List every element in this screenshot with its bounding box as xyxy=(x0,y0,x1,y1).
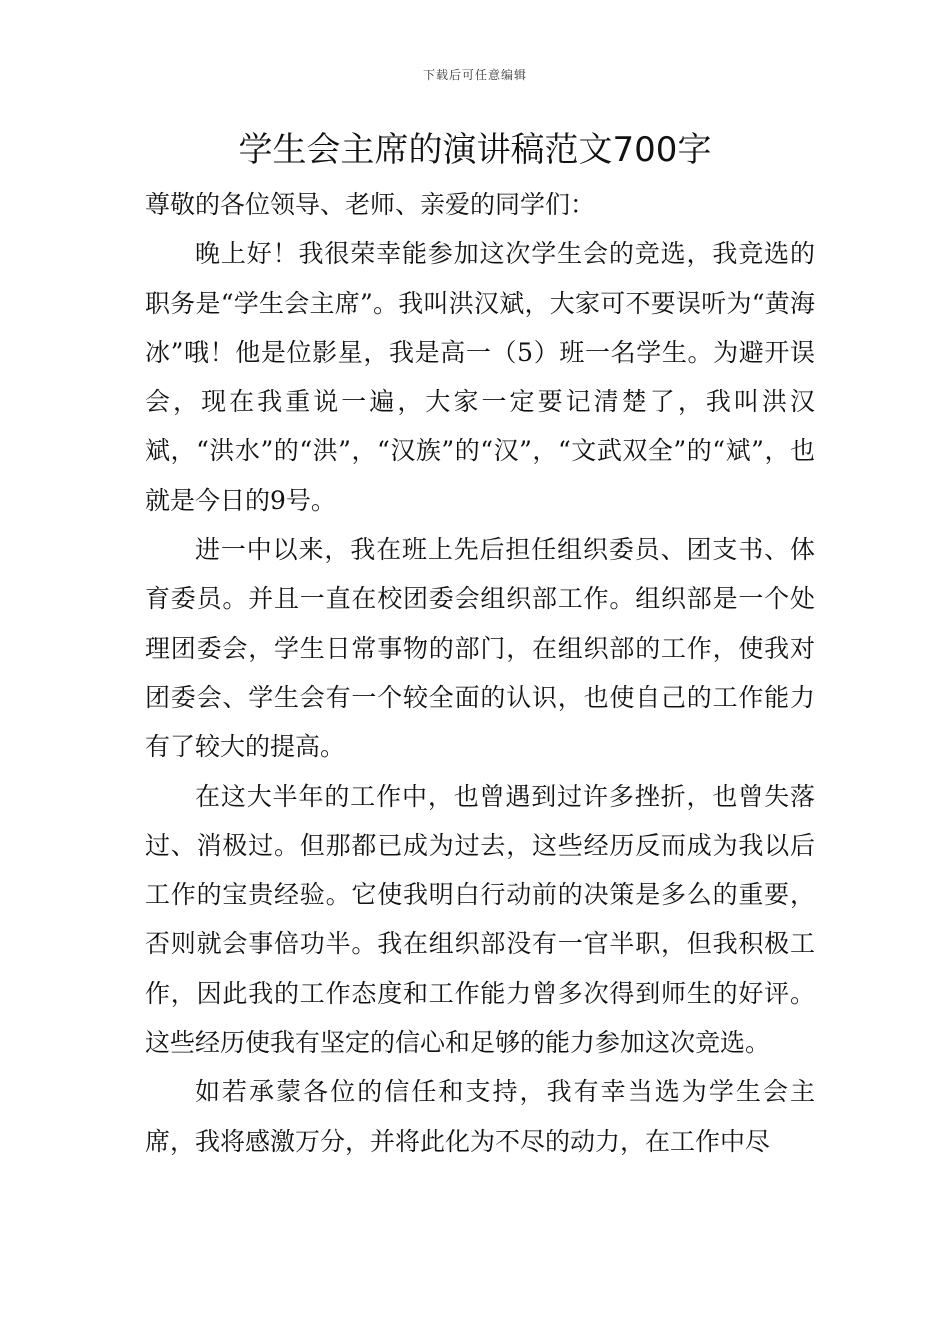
paragraph-2: 进一中以来，我在班上先后担任组织委员、团支书、体育委员。并且一直在校团委会组织部工作。组织部是一个处理团委会，学生日常事物的部门，在组织部的工作，使我对团委会、学生会有一个较全面的认识，也使自己的工作能力有了较大的提高。 xyxy=(145,535,815,762)
header-note: 下载后可任意编辑 xyxy=(422,68,527,82)
paragraph-3: 在这大半年的工作中，也曾遇到过许多挫折，也曾失落过、消极过。但那都已成为过去，这些经历反而成为我以后工作的宝贵经验。它使我明白行动前的决策是多么的重要，否则就会事倍功半。我在组织部没有一官半职，但我积极工作，因此我的工作态度和工作能力曾多次得到师生的好评。这些经历使我有坚定的信心和足够的能力参加这次竞选。 xyxy=(145,781,815,1058)
paragraph-4: 如若承蒙各位的信任和支持，我有幸当选为学生会主席，我将感激万分，并将此化为不尽的动力，在工作中尽 xyxy=(145,1077,815,1156)
document-title: 学生会主席的演讲稿范文700字 xyxy=(238,130,712,170)
salutation: 尊敬的各位领导、老师、亲爱的同学们： xyxy=(145,190,596,219)
document-body xyxy=(145,180,815,1166)
paragraph-1: 晚上好！我很荣幸能参加这次学生会的竞选，我竞选的职务是“学生会主席”。我叫洪汉斌，大家可不要误听为“黄海冰”哦！他是位影星，我是高一（5）班一名学生。为避开误会，现在我重说一遍，大家一定要记清楚了，我叫洪汉斌，“洪水”的“洪”，“汉族”的“汉”，“文武双全”的“斌”，也就是今日的9号。 xyxy=(145,239,815,515)
